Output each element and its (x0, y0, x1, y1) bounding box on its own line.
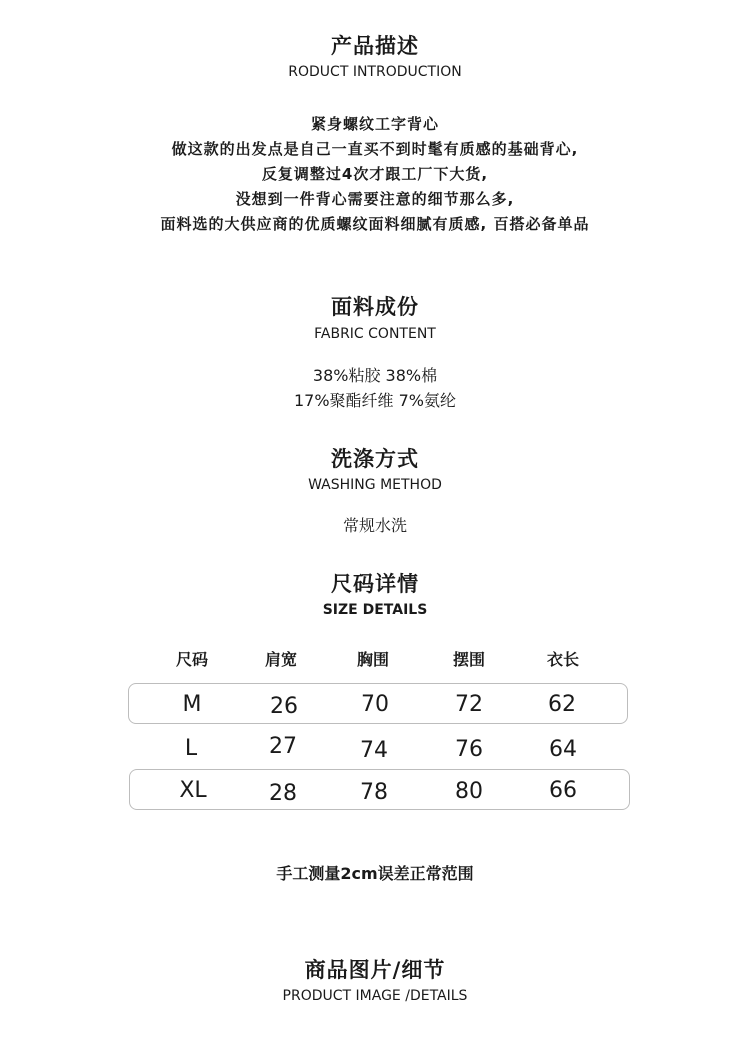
size-title: 尺码详情 (331, 572, 419, 596)
length-header: 衣长 (546, 650, 579, 669)
intro-line: 做这款的出发点是自己一直买不到时髦有质感的基础背心, (171, 140, 579, 158)
table-cell: 70 (361, 692, 389, 717)
chest-header: 胸围 (356, 650, 389, 669)
images-subtitle: PRODUCT IMAGE /DETAILS (282, 988, 468, 1004)
washing-subtitle: WASHING METHOD (308, 477, 442, 493)
table-cell: 74 (360, 738, 388, 763)
product-intro-title: 产品描述 (331, 34, 419, 58)
fabric-subtitle: FABRIC CONTENT (314, 326, 436, 342)
table-cell: 27 (269, 734, 297, 759)
intro-line: 面料选的大供应商的优质螺纹面料细腻有质感, 百搭必备单品 (160, 215, 590, 233)
table-cell: 72 (455, 692, 483, 717)
product-intro-subtitle: RODUCT INTRODUCTION (288, 64, 462, 80)
table-cell: 80 (455, 779, 483, 804)
size-header: 尺码 (175, 650, 208, 669)
table-cell: XL (179, 778, 207, 803)
table-cell: L (184, 736, 198, 761)
fabric-line: 38%粘胶 38%棉 (312, 366, 438, 385)
intro-line: 反复调整过4次才跟工厂下大货, (261, 165, 489, 183)
measurement-note: 手工测量2cm误差正常范围 (276, 864, 474, 883)
table-cell: 66 (549, 778, 577, 803)
washing-title: 洗涤方式 (331, 447, 419, 471)
images-title: 商品图片/细节 (304, 958, 446, 982)
fabric-line: 17%聚酯纤维 7%氨纶 (293, 391, 457, 410)
shoulder-header: 肩宽 (264, 650, 297, 669)
table-cell: 28 (269, 781, 297, 806)
intro-line: 紧身螺纹工字背心 (310, 115, 439, 133)
washing-text: 常规水洗 (342, 516, 407, 535)
table-cell: 26 (270, 694, 298, 719)
size-subtitle: SIZE DETAILS (322, 602, 428, 618)
intro-line: 没想到一件背心需要注意的细节那么多, (235, 190, 515, 208)
fabric-title: 面料成份 (331, 295, 419, 319)
table-cell: M (182, 692, 202, 717)
table-cell: 62 (548, 692, 576, 717)
table-cell: 76 (455, 737, 483, 762)
table-cell: 78 (360, 780, 388, 805)
table-cell: 64 (549, 737, 577, 762)
hem-header: 摆围 (452, 650, 485, 669)
